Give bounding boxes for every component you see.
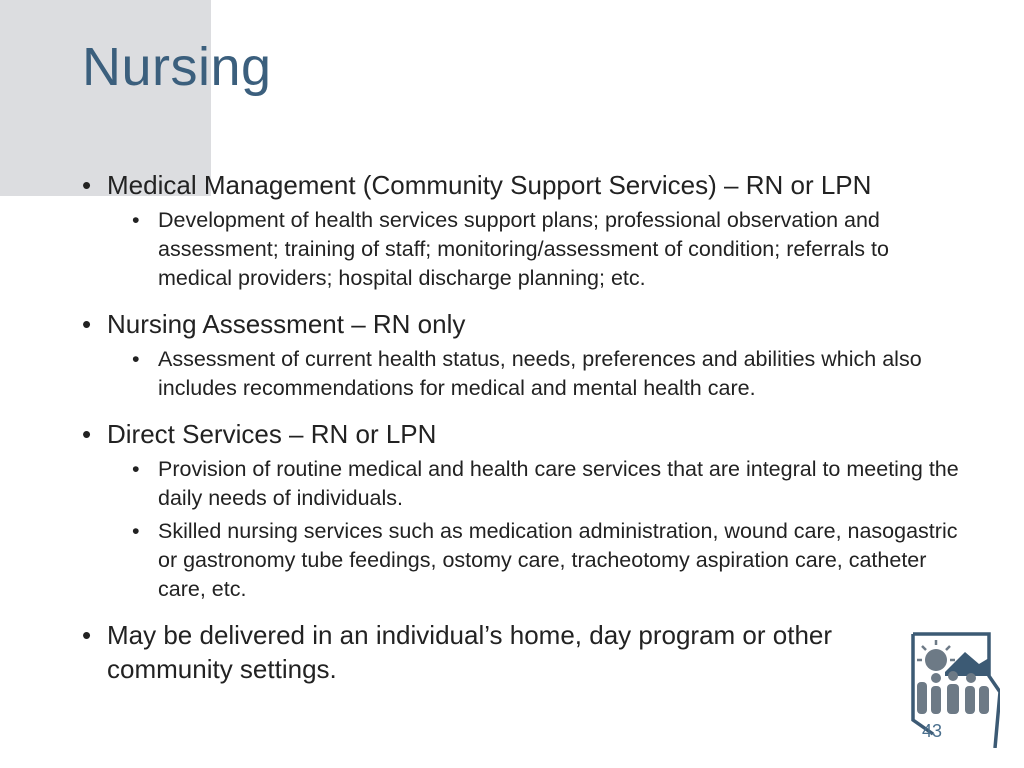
sub-bullet-direct-services-routine: • Provision of routine medical and health care services that are integral to meeting the daily needs of individuals.	[130, 455, 960, 513]
bullet-direct-services: • Direct Services – RN or LPN	[80, 417, 960, 451]
sub-bullet-nursing-assessment-details: • Assessment of current health status, needs, preferences and abilities which also includes recommendations for medical and mental health care.	[130, 345, 960, 403]
sub-bullet-medical-management-details: • Development of health services support plans; professional observation and assessment; training of staff; monitoring/assessment of condition; referrals to medical providers; hospital discharge planning; etc.	[130, 206, 960, 293]
bullet-nursing-assessment: • Nursing Assessment – RN only	[80, 307, 960, 341]
bullet-list	[80, 168, 960, 686]
bullet-medical-management: • Medical Management (Community Support Services) – RN or LPN	[80, 168, 960, 202]
sub-bullet-direct-services-skilled: • Skilled nursing services such as medication administration, wound care, nasogastric or gastronomy tube feedings, ostomy care, tracheotomy aspiration care, catheter care, etc.	[130, 517, 960, 604]
page-number: 43	[921, 721, 943, 741]
slide-title: Nursing	[82, 37, 272, 97]
bullet-delivery-settings: • May be delivered in an individual’s home, day program or other community settings.	[80, 618, 960, 686]
decorative-corner-block	[0, 0, 211, 196]
